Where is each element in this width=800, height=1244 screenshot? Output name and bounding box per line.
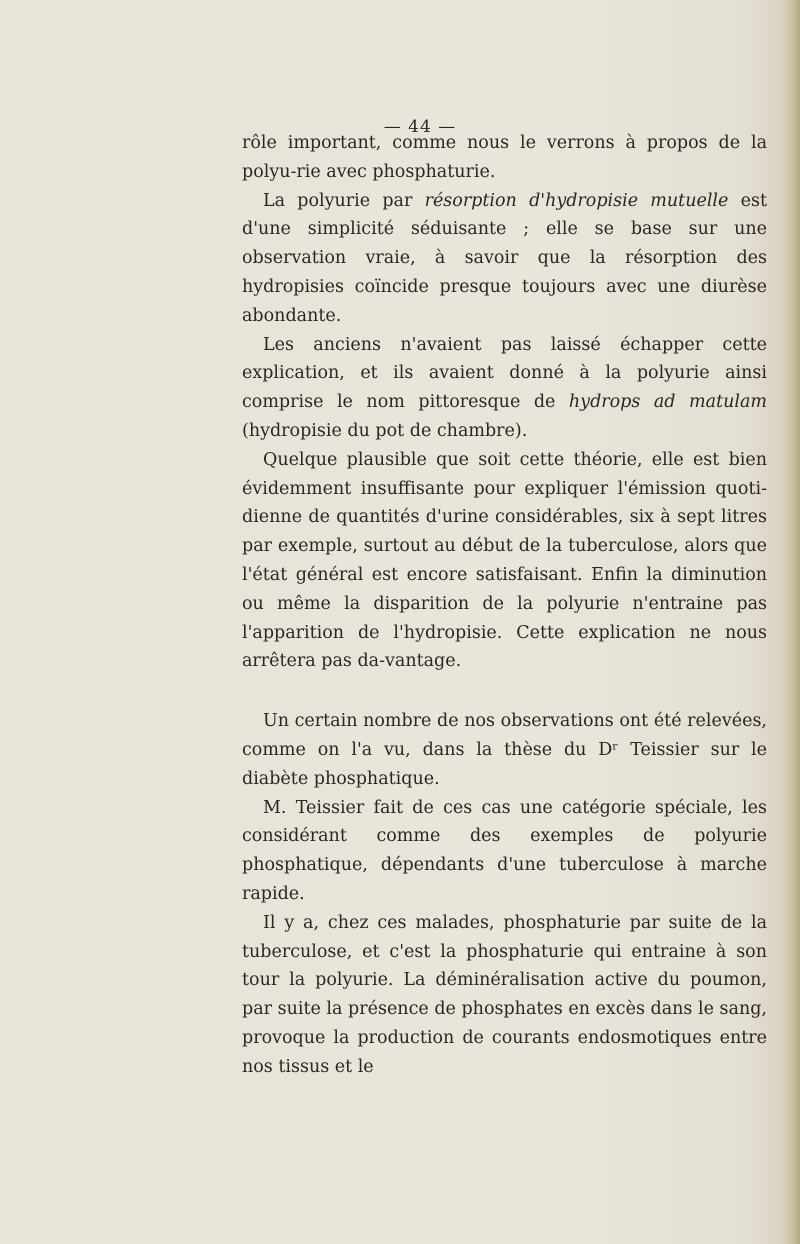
- italic-resorption: résorption: [424, 190, 517, 211]
- paragraph-2-start: La polyurie par: [263, 190, 425, 211]
- italic-hydrops-ad-matulam: hydrops ad matulam: [568, 392, 767, 413]
- paragraph-2-space: [517, 191, 529, 211]
- paragraph-1: rôle important, comme nous le verrons à propos de la polyu-rie avec phosphaturie.: [242, 133, 767, 182]
- paragraph-4: Quelque plausible que soit cette théorie, elle est bien évidemment insuffisante pour expliquer l'émission quoti-dienne de quantités d'urine considérables, six à sept litres par exemple, surtout au début de la tuberculose, alors que l'état général est encore satisfaisant. Enfin la diminution ou même la disparition de la polyurie n'entraine pas l'apparition de l'hydropisie. Cette explication ne nous arrêtera pas da-vantage.: [242, 449, 767, 672]
- paragraph-5: Un certain nombre de nos observations ont été relevées, comme on l'a vu, dans la thèse du Dʳ Teissier sur le diabète phosphatique.: [242, 711, 767, 789]
- page-number: — 44 —: [383, 117, 457, 137]
- paragraph-3: [242, 331, 767, 446]
- paragraph-3-end: (hydropisie du pot de chambre).: [242, 420, 528, 441]
- paragraph-7: Il y a, chez ces malades, phosphaturie par suite de la tuberculose, et c'est la phosphaturie qui entraine à son tour la polyurie. La déminéralisation active du poumon, par suite la présence de phosphates en excès dans le sang, provoque la production de courants endosmotiques entre nos tissus et le: [242, 912, 767, 1077]
- paragraph-6: M. Teissier fait de ces cas une catégorie spéciale, les considérant comme des exemples de polyurie phosphatique, dépendants d'une tuberculose à marche rapide.: [242, 797, 767, 904]
- paragraph-2-end: est d'une simplicité séduisante ; elle se base sur une observation vraie, à savoir que la résorption des hydropisies coïncide presque toujours avec une diurèse abondante.: [242, 190, 767, 326]
- body-text: [242, 129, 767, 1082]
- paragraph-2: [242, 187, 767, 331]
- paragraph-3-start: Les anciens n'avaient pas laissé échapper cette explication, et ils avaient donné à la polyurie ainsi comprise le nom pittoresque de: [242, 334, 767, 413]
- page-edge-shadow: [782, 0, 800, 1244]
- italic-hydropisie-mutuelle: d'hydropisie mutuelle: [529, 190, 729, 211]
